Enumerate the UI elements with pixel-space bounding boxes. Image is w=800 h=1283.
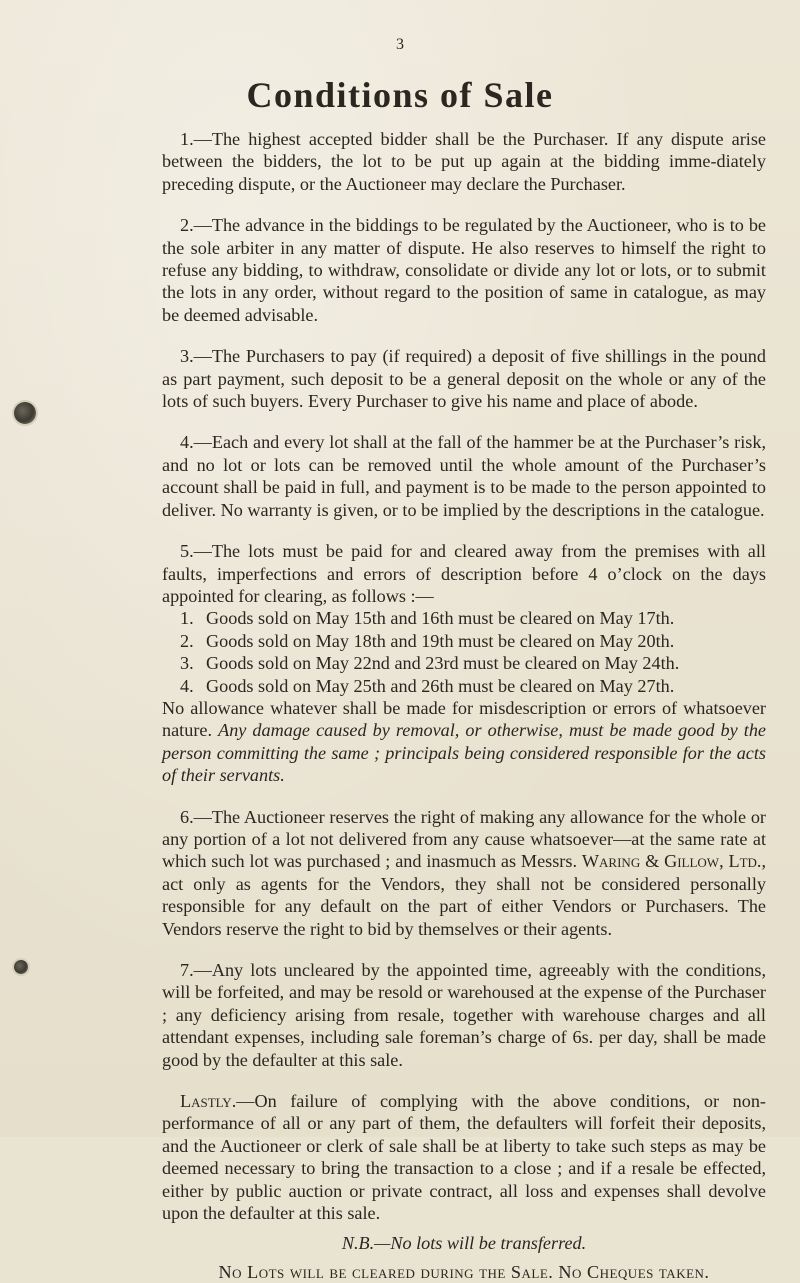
page-title: Conditions of Sale [246,75,554,115]
condition-text: The highest accepted bidder shall be the Purchaser. If any dispute arise between the bidders, the lot to be put up again at the bidding imme-diately preceding dispute, or the Auctioneer may declare the Purchaser. [162,129,766,194]
condition-text: The Purchasers to pay (if required) a deposit of five shillings in the pound as part payment, such deposit to be a general deposit on the whole or any of the lots of such buyers. Every Purchaser to give his name and place of abode. [162,346,766,412]
punch-hole-mark [14,960,28,974]
condition-text: Any lots uncleared by the appointed time, agreeably with the conditions, will be forfeited, and may be resold or warehoused at the expense of the Purchaser ; any deficiency arising from resale, together with warehouse charges and all attendant expenses, including sale foreman’s charge of 6s. per day, shall be made good by the defaulter at this sale. [162,960,766,1070]
condition-5 [162,540,766,607]
list-item: 3. Goods sold on May 22nd and 23rd must be cleared on May 24th. [180,653,680,674]
condition-1 [162,128,766,195]
condition-lastly [162,1090,766,1224]
condition-number: 4.— [180,432,212,453]
condition-number: 3.— [180,346,212,367]
nb-note: N.B.—No lots will be transferred. [341,1233,587,1254]
condition-number: 6.— [180,806,212,827]
list-item: 2. Goods sold on May 18th and 19th must be cleared on May 20th. [180,630,675,651]
allowance-text: No allowance whatever shall be made for misdescription or errors of whatsoever nature. [162,697,766,741]
condition-number: Lastly.— [180,1091,255,1112]
condition-number: 5.— [180,541,212,562]
firm-name: Waring & Gillow, Ltd. [581,851,762,872]
punch-hole-mark [14,402,36,424]
condition-number: 7.— [180,960,212,980]
page-number: 3 [396,36,404,53]
list-item: 4. Goods sold on May 25th and 26th must be cleared on May 27th. [180,675,675,696]
condition-5-continuation [162,697,766,787]
condition-number: 1.— [180,129,212,149]
condition-text: Each and every lot shall at the fall of the hammer be at the Purchaser’s risk, and no lot or lots can be removed until the whole amount of the Purchaser’s account shall be paid in full, and payment is to be made to the person appointed to deliver. No warranty is given, or to be implied by the descriptions in the catalogue. [162,432,766,520]
conditions-body [162,128,766,1283]
condition-text: The advance in the biddings to be regulated by the Auctioneer, who is to be the sole arbiter in any matter of dispute. He also reserves to himself the right to refuse any bidding, to withdraw, consolidate or divide any lot or lots, or to submit the lots in any order, without regard to the position of same in catalogue, as may be deemed advisable. [162,215,766,325]
condition-7 [162,959,766,1071]
condition-number: 2.— [180,215,212,236]
condition-text-continued: , act only as agents for the Vendors, they shall not be considered personally responsible for any default on the part of either Vendors or Purchasers. The Vendors reserve the right to bid by themselves or their agents. [162,851,767,939]
list-item: 1. Goods sold on May 15th and 16th must be cleared on May 17th. [180,608,675,629]
damage-clause: Any damage caused by removal, or otherwise, must be made good by the person committing the same ; principals being considered responsible for the acts of their servants. [162,720,767,786]
condition-2 [162,214,766,326]
condition-text: On failure of complying with the above conditions, or non-performance of all or any part of them, the defaulters will forfeit their deposits, and the Auctioneer or clerk of sale shall be at liberty to take such steps as may be deemed necessary to bring the transaction to a close ; and if a resale be effected, either by public auction or private contract, all loss and expenses shall devolve upon the defaulter at this sale. [162,1091,766,1224]
condition-6 [162,806,766,940]
footer-note: No Lots will be cleared during the Sale. No Cheques taken. [218,1261,710,1282]
condition-3 [162,345,766,412]
clearing-dates-list [162,607,766,697]
condition-4 [162,431,766,521]
condition-text: The lots must be paid for and cleared away from the premises with all faults, imperfections and errors of description before 4 o’clock on the days appointed for clearing, as follows :— [162,541,766,606]
condition-text: The Auctioneer reserves the right of making any allowance for the whole or any portion of a lot not delivered from any cause whatsoever—at the same rate at which such lot was purchased ; and inasmuch as Messrs. [162,806,766,872]
